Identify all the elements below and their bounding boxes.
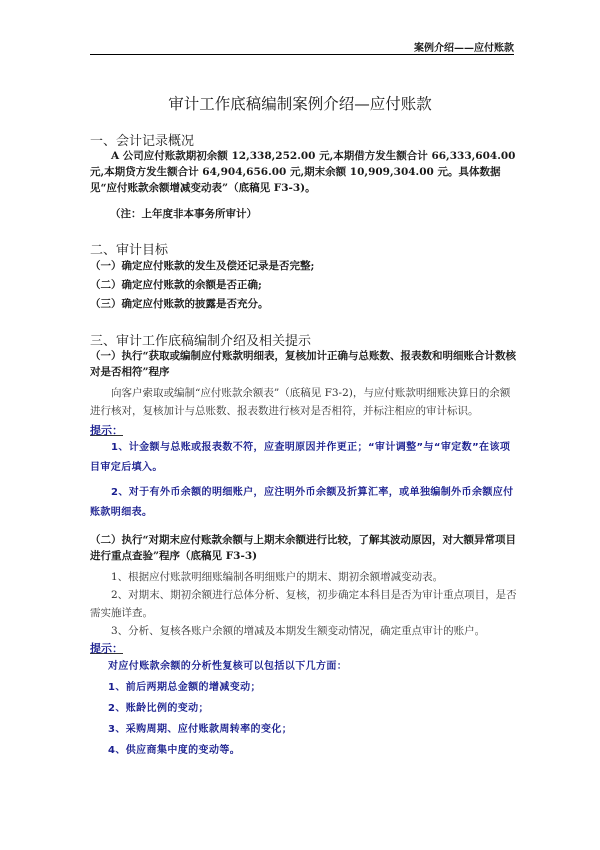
section-1-note: （注：上年度非本事务所审计） <box>110 208 257 220</box>
procedure-2-title: （二）执行“对期末应付账款余额与上期末余额进行比较，了解其波动原因，对大额异常项目进行重点查验”程序（底稿见 F3-3) <box>90 534 517 562</box>
tip-2-list <box>90 656 520 761</box>
page-header <box>90 38 514 55</box>
tip-item: 3、采购周期、应付账款周转率的变化； <box>108 724 293 735</box>
procedure-1-body: 向客户索取或编制“应付账款余额表”（底稿见 F3-2)，与应付账款明细账决算日的余额进行核对，复核加计与总账数、报表数进行核对是否相符，并标注相应的审计标识。 <box>90 387 511 417</box>
section-1-heading: 一、会计记录概况 <box>90 134 195 149</box>
tip-2-intro: 对应付账款余额的分析性复核可以包括以下几方面： <box>108 661 348 672</box>
section-3-heading: 三、审计工作底稿编制介绍及相关提示 <box>90 334 312 349</box>
procedure-step: 1、根据应付账款明细账编制各明细账户的期末、期初余额增减变动表。 <box>111 571 444 583</box>
tip-1-list <box>90 438 520 523</box>
header-text: 案例介绍——应付账款 <box>414 43 514 54</box>
section-1-paragraph: A 公司应付账款期初余额 12,338,252.00 元,本期借方发生额合计 66,333,604.00 元,本期贷方发生额合计 64,904,656.00 元,期末余额 10,909,304.00 元。具体数据见“应付账款余额增减变动表”（底稿见 F3-3)。 <box>90 150 516 194</box>
tip-item: 1、计金额与总账或报表数不符，应查明原因并作更正；“审计调整”与“审定数”在该项目审定后填入。 <box>90 442 511 473</box>
procedure-2-list <box>90 568 520 640</box>
tip-1-label: 提示： <box>90 424 123 437</box>
objective-item: （二）确定应付账款的余额是否正确; <box>90 279 262 291</box>
section-2-list <box>90 257 520 314</box>
tip-item: 4、供应商集中度的变动等。 <box>108 745 241 756</box>
procedure-step: 2、对期末、期初余额进行总体分析、复核，初步确定本科目是否为审计重点项目，是否需实施详查。 <box>90 589 517 619</box>
section-2-heading: 二、审计目标 <box>90 243 169 258</box>
tip-item: 1、前后两期总金额的增减变动； <box>108 682 261 693</box>
tip-2-label: 提示： <box>90 642 123 655</box>
tip-item: 2、账龄比例的变动； <box>108 703 209 714</box>
procedure-step: 3、分析、复核各账户余额的增减及本期发生额变动情况，确定重点审计的账户。 <box>111 625 486 637</box>
objective-item: （三）确定应付账款的披露是否充分。 <box>90 298 269 310</box>
objective-item: （一）确定应付账款的发生及偿还记录是否完整; <box>90 260 315 272</box>
procedure-1-title: （一）执行“获取或编制应付账款明细表，复核加计正确与总账数、报表数和明细账合计数核对是否相符”程序 <box>90 350 517 378</box>
tip-item: 2、对于有外币余额的明细账户，应注明外币余额及折算汇率，或单独编制外币余额应付账款明细表。 <box>90 487 514 518</box>
page-title: 审计工作底稿编制案例介绍—应付账款 <box>168 95 432 113</box>
